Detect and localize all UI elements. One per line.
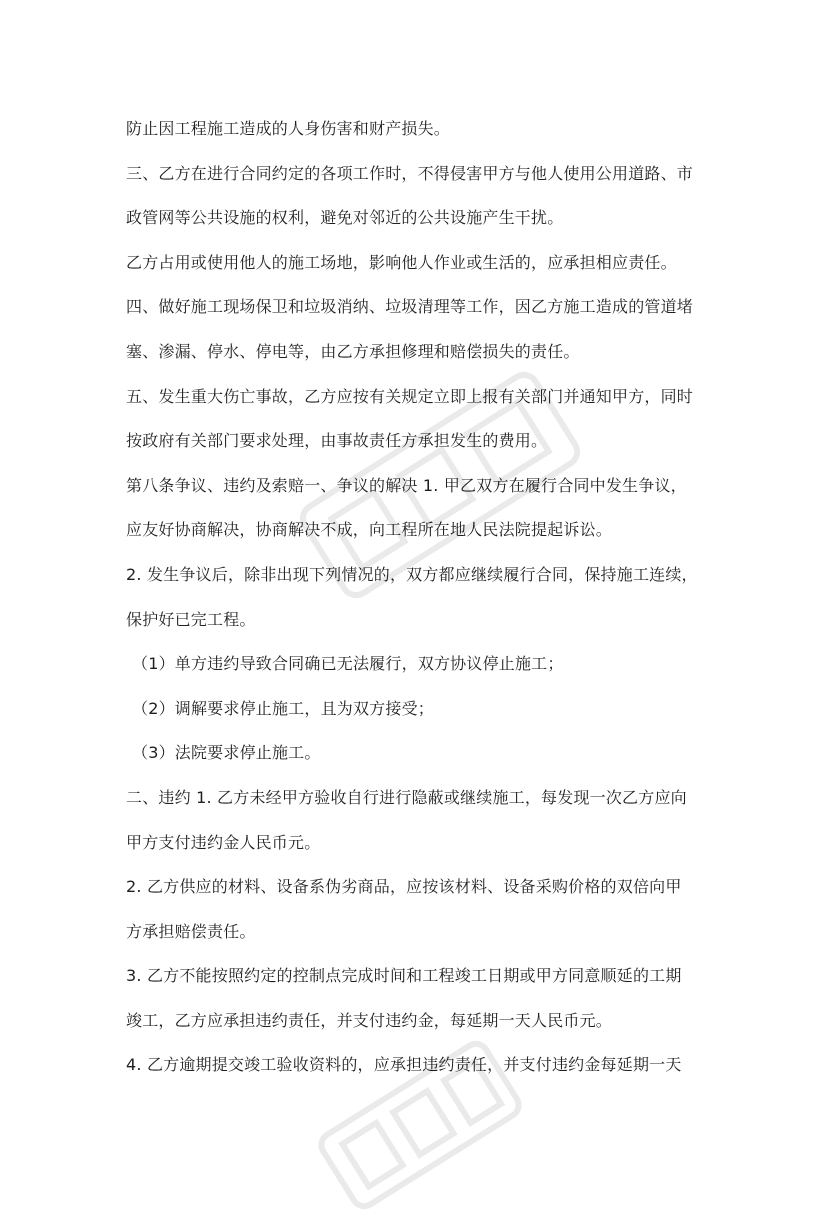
list-item: （2）调解要求停止施工，且为双方接受； bbox=[132, 698, 434, 718]
text-line: 按政府有关部门要求处理，由事故责任方承担发生的费用。 bbox=[126, 431, 548, 451]
text-line: 第八条争议、违约及索赔一、争议的解决 1. 甲乙双方在履行合同中发生争议， bbox=[126, 475, 687, 495]
list-item: （3）法院要求停止施工。 bbox=[132, 743, 321, 763]
document-body bbox=[126, 107, 716, 1088]
text-line: 政管网等公共设施的权利，避免对邻近的公共设施产生干扰。 bbox=[126, 208, 564, 228]
text-line: 塞、渗漏、停水、停电等，由乙方承担修理和赔偿损失的责任。 bbox=[126, 341, 580, 361]
text-line: 4. 乙方逾期提交竣工验收资料的，应承担违约责任，并支付违约金每延期一天 bbox=[126, 1055, 682, 1075]
text-line: 应友好协商解决，协商解决不成，向工程所在地人民法院提起诉讼。 bbox=[126, 520, 613, 540]
text-line: 2. 发生争议后，除非出现下列情况的，双方都应继续履行合同，保持施工连续， bbox=[126, 564, 698, 584]
text-line: 二、违约 1. 乙方未经甲方验收自行进行隐蔽或继续施工，每发现一次乙方应向 bbox=[126, 787, 687, 807]
text-line: 方承担赔偿责任。 bbox=[126, 921, 256, 941]
text-line: 五、发生重大伤亡事故，乙方应按有关规定立即上报有关部门并通知甲方，同时 bbox=[126, 386, 694, 406]
text-line: 竣工，乙方应承担违约责任，并支付违约金，每延期一天人民币元。 bbox=[126, 1010, 613, 1030]
text-line: 保护好已完工程。 bbox=[126, 609, 256, 629]
text-line: 三、乙方在进行合同约定的各项工作时，不得侵害甲方与他人使用公用道路、市 bbox=[126, 163, 694, 183]
list-item: （1）单方违约导致合同确已无法履行，双方协议停止施工； bbox=[132, 654, 564, 674]
text-line: 防止因工程施工造成的人身伤害和财产损失。 bbox=[126, 119, 451, 138]
text-line: 2. 乙方供应的材料、设备系伪劣商品，应按该材料、设备采购价格的双倍向甲 bbox=[126, 877, 682, 897]
text-line: 四、做好施工现场保卫和垃圾消纳、垃圾清理等工作，因乙方施工造成的管道堵 bbox=[126, 297, 694, 317]
text-line: 乙方占用或使用他人的施工场地，影响他人作业或生活的，应承担相应责任。 bbox=[126, 252, 677, 272]
text-line: 甲方支付违约金人民币元。 bbox=[126, 832, 321, 852]
text-line: 3. 乙方不能按照约定的控制点完成时间和工程竣工日期或甲方同意顺延的工期 bbox=[126, 966, 682, 986]
